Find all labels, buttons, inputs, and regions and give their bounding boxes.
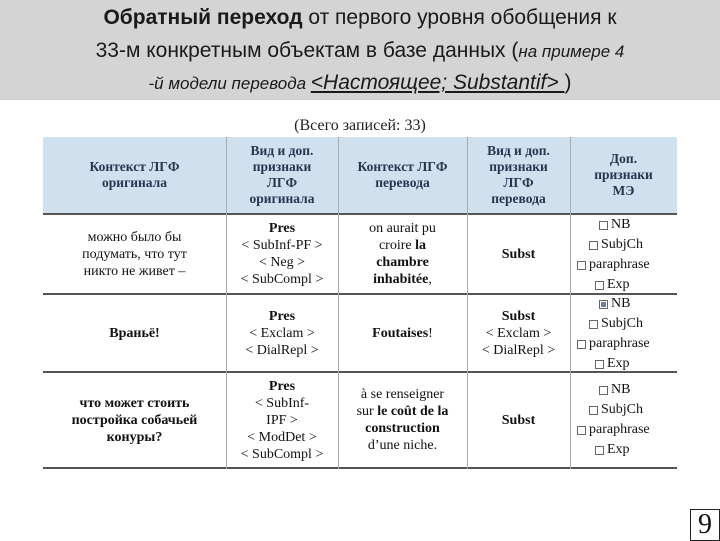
column-divider [570, 137, 571, 469]
checkbox-paraphrase[interactable]: paraphrase [577, 420, 650, 440]
records-caption: (Всего записей: 33) [294, 117, 426, 134]
header-context-original: Контекст ЛГФ оригинала [89, 159, 180, 190]
header-me-features: Доп. признаки МЭ [594, 151, 653, 198]
checkbox-icon[interactable] [595, 281, 604, 290]
row-features-translation: Subst < Exclam > < DialRepl > [481, 308, 556, 358]
me-checklist [577, 215, 650, 295]
header-context-translation: Контекст ЛГФ перевода [357, 159, 448, 190]
checkbox-icon[interactable] [577, 261, 586, 270]
row-features-original: Pres < SubInf-PF > < Neg > < SubCompl > [240, 221, 324, 287]
checkbox-icon[interactable] [589, 320, 598, 329]
checkbox-nb[interactable]: NB [577, 294, 650, 314]
checkbox-subjch[interactable]: SubjCh [577, 400, 650, 420]
title-line-3: -й модели перевода <Настоящее; Substantif> ) [148, 71, 572, 94]
me-checklist [577, 294, 650, 374]
checkbox-icon[interactable] [599, 386, 608, 395]
checkbox-icon[interactable] [599, 221, 608, 230]
checkbox-subjch[interactable]: SubjCh [577, 235, 650, 255]
checkbox-checked-icon[interactable] [599, 300, 608, 309]
checkbox-exp[interactable]: Exp [577, 440, 650, 460]
row-features-translation: Subst [501, 246, 536, 262]
title-banner [0, 0, 720, 100]
row-context-translation: Foutaises! [372, 325, 433, 341]
checkbox-exp[interactable]: Exp [577, 354, 650, 374]
table-row: можно было бы подумать, что тут никто не живет – [82, 229, 187, 279]
page-number: 9 [690, 509, 720, 541]
checkbox-icon[interactable] [589, 241, 598, 250]
row-context-translation: à se renseigner sur le coût de la construction d’une niche. [356, 387, 449, 453]
checkbox-paraphrase[interactable]: paraphrase [577, 255, 650, 275]
row-features-original: Pres < Exclam > < DialRepl > [245, 308, 319, 358]
table-row: Враньё! [109, 325, 160, 341]
row-features-original: Pres < SubInf- IPF > < ModDet > < SubCompl > [240, 378, 324, 462]
checkbox-subjch[interactable]: SubjCh [577, 314, 650, 334]
checkbox-exp[interactable]: Exp [577, 275, 650, 295]
row-context-translation: on aurait pu croire la chambre inhabitée, [369, 221, 436, 287]
checkbox-nb[interactable]: NB [577, 215, 650, 235]
checkbox-icon[interactable] [589, 406, 598, 415]
header-features-original: Вид и доп. признаки ЛГФ оригинала [249, 143, 315, 206]
checkbox-icon[interactable] [595, 446, 604, 455]
row-features-translation: Subst [501, 412, 536, 428]
checkbox-nb[interactable]: NB [577, 380, 650, 400]
checkbox-icon[interactable] [595, 360, 604, 369]
table-row: что может стоить постройка собачьей конуры? [71, 395, 198, 445]
checkbox-icon[interactable] [577, 340, 586, 349]
title-line-2: 33-м конкретным объектам в базе данных (на примере 4 [95, 39, 625, 62]
header-features-translation: Вид и доп. признаки ЛГФ перевода [487, 143, 550, 206]
row-divider [43, 467, 677, 469]
checkbox-icon[interactable] [577, 426, 586, 435]
me-checklist [577, 380, 650, 460]
checkbox-paraphrase[interactable]: paraphrase [577, 334, 650, 354]
data-table [43, 137, 677, 469]
title-line-1: Обратный переход от первого уровня обобщения к [103, 6, 617, 29]
